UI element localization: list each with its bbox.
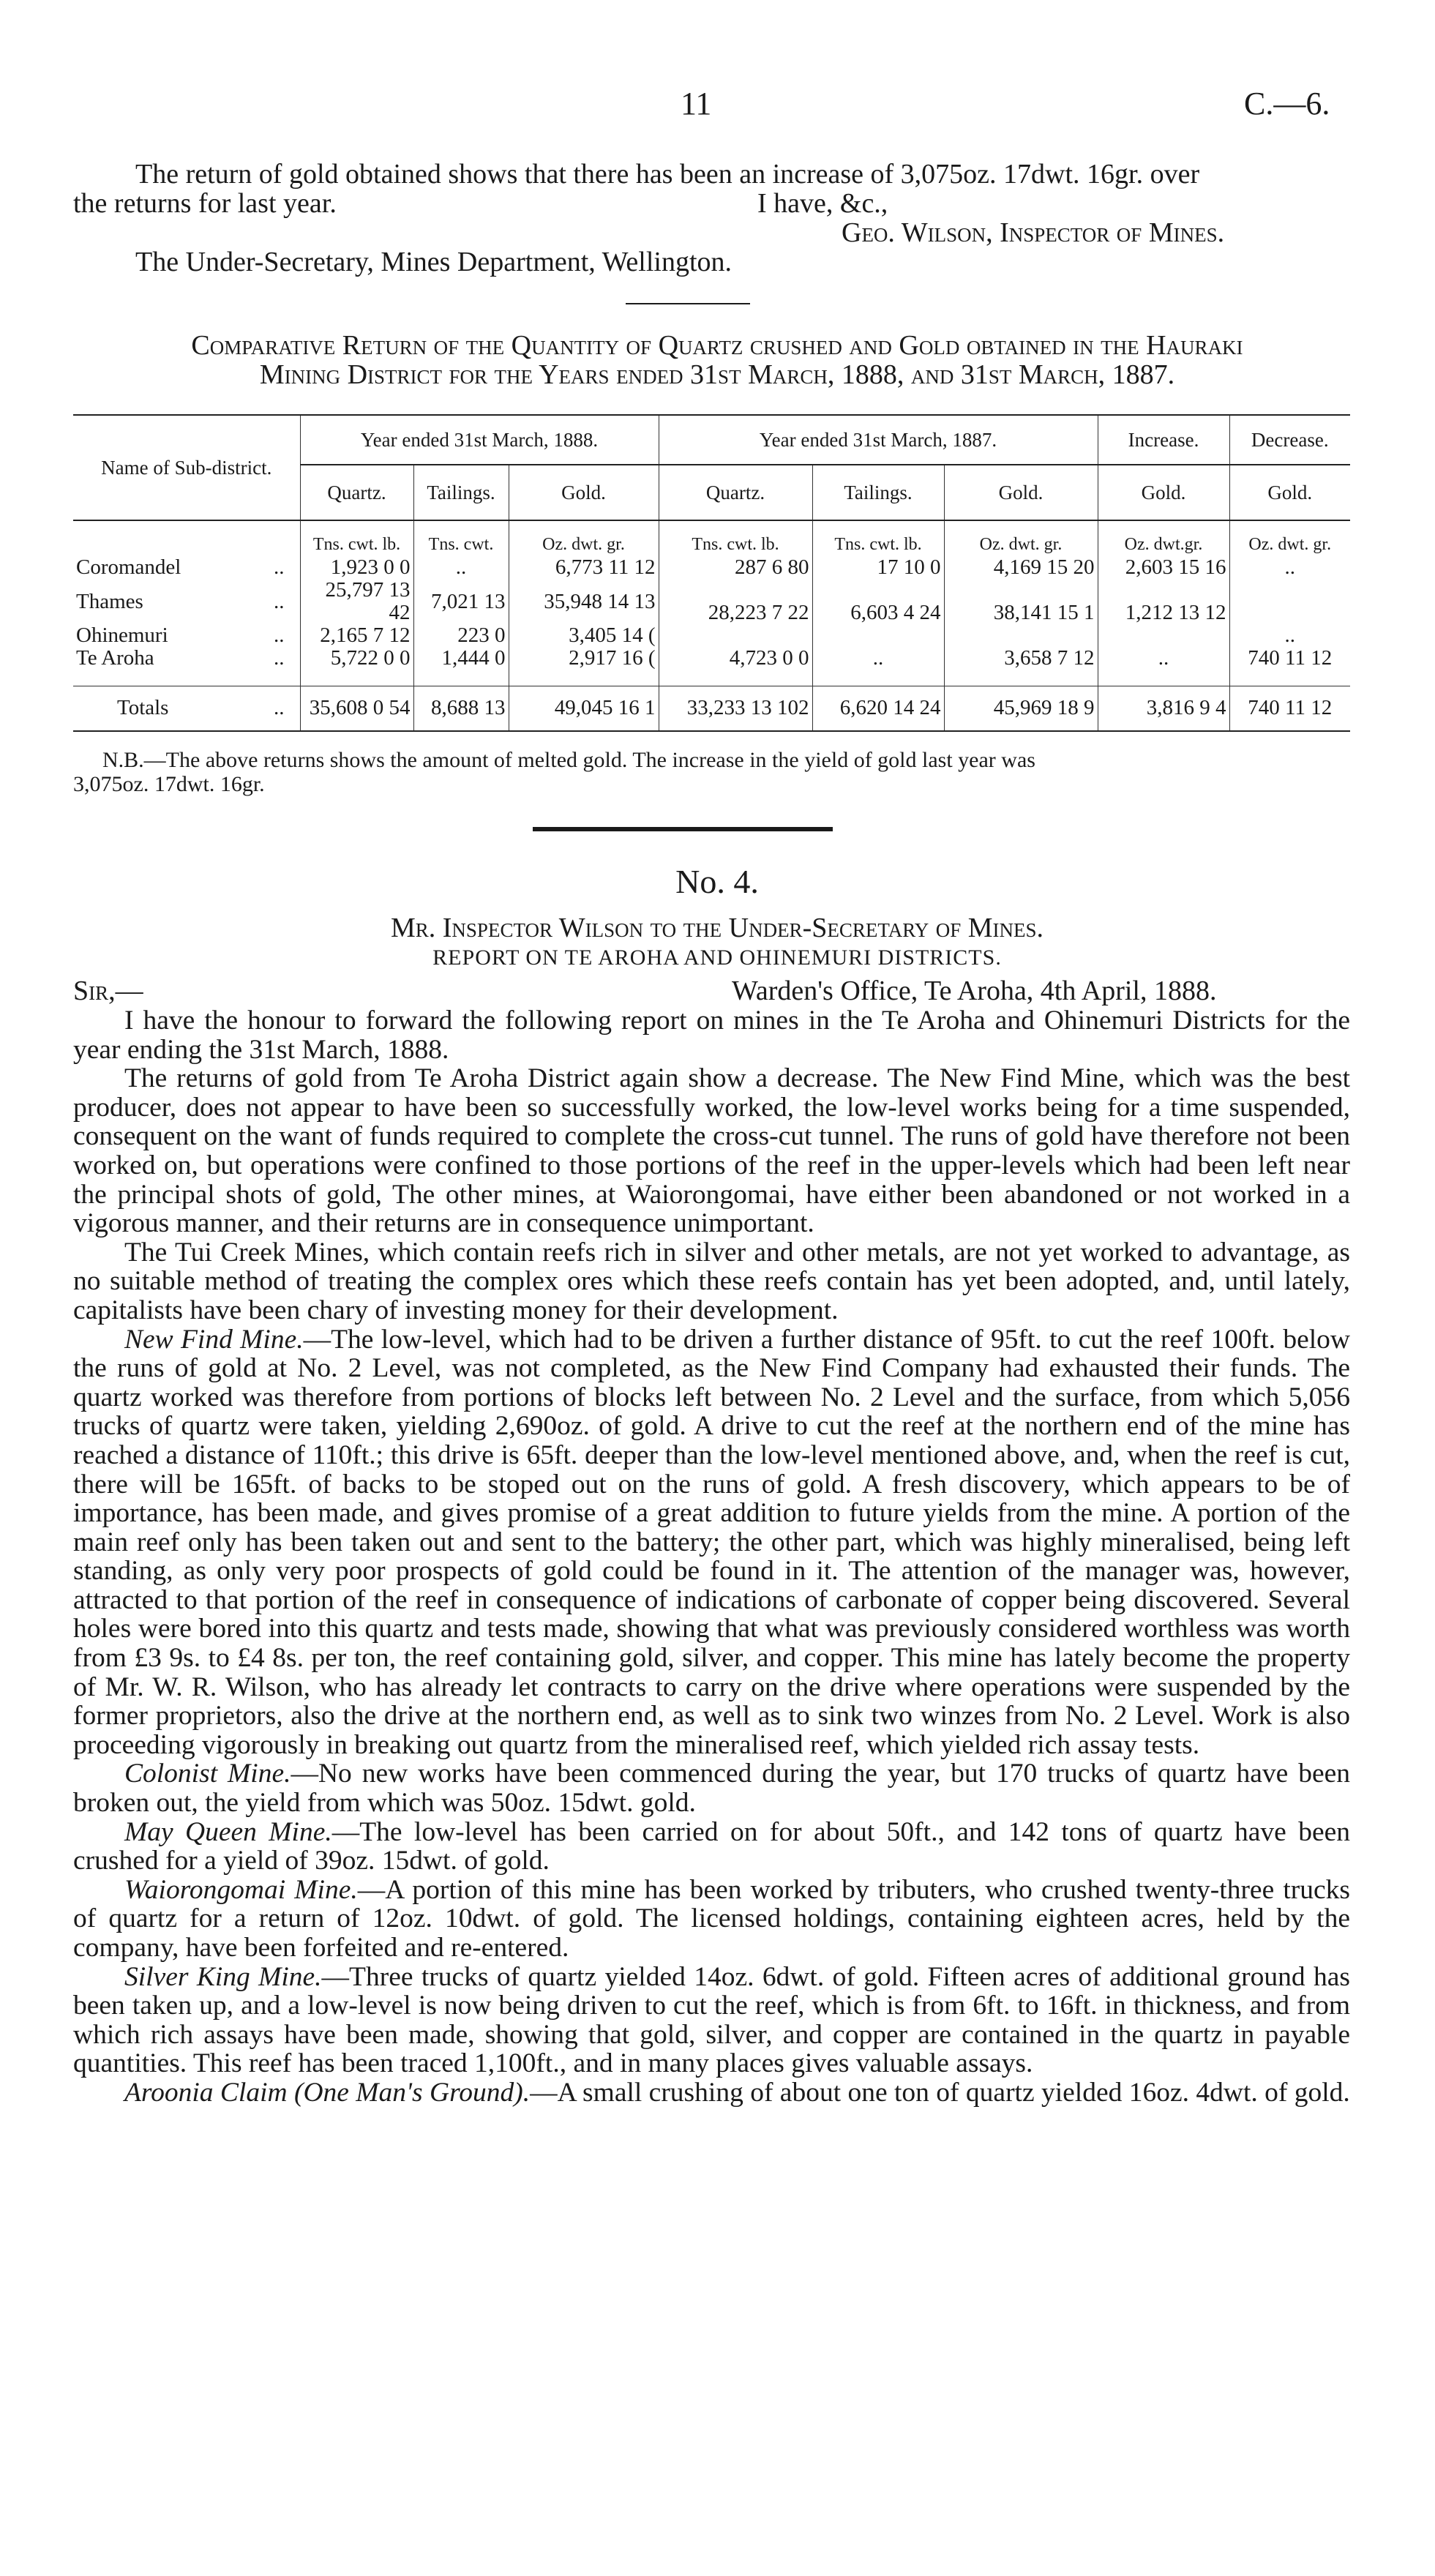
gold-header: Gold. (1229, 465, 1350, 520)
unit-label: Oz. dwt. gr. (1229, 533, 1350, 556)
cell: 2,603 15 16 (1098, 556, 1229, 579)
year-1887-header: Year ended 31st March, 1887. (659, 415, 1098, 465)
cell (1229, 579, 1350, 624)
footnote: 3,075oz. 17dwt. 16gr. (73, 772, 265, 796)
merged-cell: 6,603 4 24 (812, 579, 944, 647)
cell: 35,608 0 54 (300, 686, 413, 731)
leader-dots: .. (274, 624, 285, 647)
paragraph: I have the honour to forward the following report on mines in the Te Aroha and Ohinemuri Districts for the year ending the 31st March, 1888. (73, 1006, 1350, 1065)
merged-cell: 1,212 13 12 (1098, 579, 1229, 647)
cell: 45,969 18 9 (944, 686, 1098, 731)
unit-label: Oz. dwt.gr. (1098, 533, 1229, 556)
cell: 4,723 0 0 (659, 647, 812, 670)
cell: .. (1098, 647, 1229, 670)
totals-row (73, 686, 1350, 731)
mine-heading: Colonist Mine. (124, 1759, 291, 1789)
gold-header: Gold. (509, 465, 659, 520)
unit-label: Tns. cwt. lb. (659, 533, 812, 556)
leader-dots: .. (274, 696, 285, 720)
signature: Geo. Wilson, Inspector of Mines. (842, 217, 1225, 248)
year-1888-header: Year ended 31st March, 1888. (300, 415, 659, 465)
short-rule (626, 303, 750, 304)
cell: .. (812, 647, 944, 670)
name-header: Name of Sub-district. (73, 415, 300, 520)
paragraph-text: —The low-level has been carried on for about 50ft., and 142 tons of quartz have been crushed for a yield of 39oz. 15dwt. of gold. (73, 1816, 1350, 1876)
cell: 3,405 14 ( (509, 624, 659, 647)
table-row (73, 647, 1350, 670)
cell: 8,688 13 (413, 686, 509, 731)
gold-header: Gold. (944, 465, 1098, 520)
mine-heading: Aroonia Claim (One Man's Ground). (124, 2077, 531, 2108)
cell: 33,233 13 102 (659, 686, 812, 731)
paragraph (73, 1876, 1350, 1963)
section-rule (533, 827, 833, 831)
cell: 3,816 9 4 (1098, 686, 1229, 731)
cell: 740 11 12 (1229, 686, 1350, 731)
cell: 287 6 80 (659, 556, 812, 579)
tailings-header: Tailings. (812, 465, 944, 520)
paragraph-text: —No new works have been commenced during the year, but 170 trucks of quartz have been broken out, the yield from which was 50oz. 15dwt. gold. (73, 1759, 1350, 1819)
cell: 1,923 0 0 (300, 556, 413, 579)
row-name: Ohinemuri (76, 624, 168, 647)
cell: 17 10 0 (812, 556, 944, 579)
row-name: Te Aroha (76, 646, 154, 670)
cell: 49,045 16 1 (509, 686, 659, 731)
paragraph: The returns of gold from Te Aroha District again show a decrease. The New Find Mine, which was the best producer, does not appear to have been so successfully worked, the low-level works being for a time suspended, consequent on the want of funds required to complete the cross-cut tunnel. The runs of gold have therefore not been worked on, but operations were confined to those portions of the reef in the upper-levels which had been left near the principal shots of gold, The other mines, at Waiorongomai, have either been abandoned or not worked in a vigorous manner, and their returns are in consequence unimportant. (73, 1063, 1350, 1239)
comparative-return-table (73, 414, 1350, 732)
mine-heading: May Queen Mine. (124, 1816, 332, 1847)
section-title: Mr. Inspector Wilson to the Under-Secretary of Mines. (390, 913, 1044, 943)
cell: .. (1229, 556, 1350, 579)
place-date: Warden's Office, Te Aroha, 4th April, 1888. (732, 976, 1217, 1006)
quartz-header: Quartz. (300, 465, 413, 520)
footnote: N.B.—The above returns shows the amount of melted gold. The increase in the yield of gold last year was (102, 748, 1035, 772)
report-body (73, 1006, 1350, 2108)
mine-heading: New Find Mine. (124, 1324, 304, 1355)
table-row (73, 579, 1350, 624)
cell: 6,773 11 12 (509, 556, 659, 579)
intro-line: The return of gold obtained shows that there has been an increase of 3,075oz. 17dwt. 16gr. over (135, 159, 1200, 190)
section-number: No. 4. (675, 863, 759, 900)
cell: 2,917 16 ( (509, 647, 659, 670)
cell: 6,620 14 24 (812, 686, 944, 731)
leader-dots: .. (274, 646, 285, 670)
paragraph: The Tui Creek Mines, which contain reefs rich in silver and other metals, are not yet worked to advantage, as no suitable method of treating the complex ores which these reefs contain has yet been adopted, and, until lately, capitalists have been chary of investing money for their development. (73, 1237, 1350, 1325)
paragraph-text: —A small crushing of about one ton of quartz yielded 16oz. 4dwt. of gold. (530, 2077, 1350, 2108)
cell: .. (1229, 624, 1350, 647)
leader-dots: .. (274, 555, 285, 579)
paragraph (73, 1818, 1350, 1876)
gold-header: Gold. (1098, 465, 1229, 520)
cell: 35,948 14 13 (509, 579, 659, 624)
table-title: Mining District for the Years ended 31st March, 1888, and 31st March, 1887. (259, 359, 1175, 390)
decrease-header: Decrease. (1229, 415, 1350, 465)
unit-label: Oz. dwt. gr. (944, 533, 1098, 556)
cell: 7,021 13 (413, 579, 509, 624)
paragraph-text: —The low-level, which had to be driven a further distance of 95ft. to cut the reef 100ft. below the runs of gold at No. 2 Level, was not completed, as the New Find Company had exhausted their funds. The quartz worked was therefore from portions of blocks left between No. 2 Level and the surface, from which 5,056 trucks of quartz were taken, yielding 2,690oz. of gold. A drive to cut the reef at the northern end of the mine has reached a distance of 110ft.; this drive is 65ft. deeper than the low-level mentioned above, and, when the reef is cut, there will be 165ft. of backs to be stoped out on the runs of gold. A fresh discovery, which appears to be of importance, has been made, and gives promise of a great addition to future yields from the mine. A portion of the main reef only has been taken out and sent to the battery; the other part, which was highly mineralised, being left standing, as only very poor prospects of gold could be found in it. The attention of the manager was, however, attracted to that portion of the reef in consequence of indications of carbonate of copper being discovered. Several holes were bored into this quartz and tests made, showing that what was previously considered worthless was worth from £3 9s. to £4 8s. per ton, the reef containing gold, silver, and copper. This mine has lately become the property of Mr. W. R. Wilson, who has already let contracts to carry on the drive where operations were suspended by the former proprietors, also the drive at the northern end, as well as to sink two winzes from No. 2 Level. Work is also proceeding vigorously in breaking out quartz from the mineralised reef, which yielded rich assay tests. (73, 1324, 1350, 1760)
cell: 4,169 15 20 (944, 556, 1098, 579)
unit-label: Tns. cwt. (413, 533, 509, 556)
row-name: Totals (117, 696, 169, 720)
cell: 2,165 7 12 (300, 624, 413, 647)
document-code: C.—6. (1244, 86, 1330, 121)
cell: 3,658 7 12 (944, 647, 1098, 670)
tailings-header: Tailings. (413, 465, 509, 520)
leader-dots: .. (274, 589, 285, 613)
cell: .. (413, 556, 509, 579)
mine-heading: Silver King Mine. (124, 1961, 322, 1992)
mine-heading: Waiorongomai Mine. (124, 1874, 358, 1905)
row-name: Thames (76, 589, 143, 613)
merged-cell: 38,141 15 1 (944, 579, 1098, 647)
table-row (73, 556, 1350, 579)
quartz-header: Quartz. (659, 465, 812, 520)
merged-cell: 28,223 7 22 (659, 579, 812, 647)
paragraph-text: —A portion of this mine has been worked by tributers, who crushed twenty-three trucks of quartz for a return of 12oz. 10dwt. of gold. The licensed holdings, containing eighteen acres, held by the company, have been forfeited and re-entered. (73, 1874, 1350, 1963)
page-number: 11 (681, 86, 712, 121)
paragraph (73, 2078, 1350, 2108)
unit-label: Tns. cwt. lb. (812, 533, 944, 556)
unit-label: Tns. cwt. lb. (300, 533, 413, 556)
table-title: Comparative Return of the Quantity of Quartz crushed and Gold obtained in the Hauraki (191, 330, 1243, 361)
paragraph (73, 1325, 1350, 1760)
closing: I have, &c., (757, 188, 888, 219)
cell: 223 0 (413, 624, 509, 647)
section-subtitle: REPORT ON TE AROHA AND OHINEMURI DISTRICTS. (432, 946, 1002, 970)
cell: 5,722 0 0 (300, 647, 413, 670)
paragraph (73, 1963, 1350, 2078)
increase-header: Increase. (1098, 415, 1229, 465)
paragraph-text: —Three trucks of quartz yielded 14oz. 6dwt. of gold. Fifteen acres of additional ground has been taken up, and a low-level is now being driven to cut the reef, which is from 6ft. to 16ft. in thickness, and from which rich assays have been made, showing that gold, silver, and copper are contained in the quartz in payable quantities. This reef has been traced 1,100ft., and in many places gives valuable assays. (73, 1961, 1350, 2079)
row-name: Coromandel (76, 555, 181, 579)
unit-label: Oz. dwt. gr. (509, 533, 659, 556)
cell: 1,444 0 (413, 647, 509, 670)
intro-line: the returns for last year. (73, 188, 337, 219)
cell: 740 11 12 (1229, 647, 1350, 670)
salutation: Sir,— (73, 976, 143, 1006)
paragraph (73, 1759, 1350, 1817)
cell: 25,797 13 42 (300, 579, 413, 624)
addressee: The Under-Secretary, Mines Department, Wellington. (135, 247, 733, 277)
